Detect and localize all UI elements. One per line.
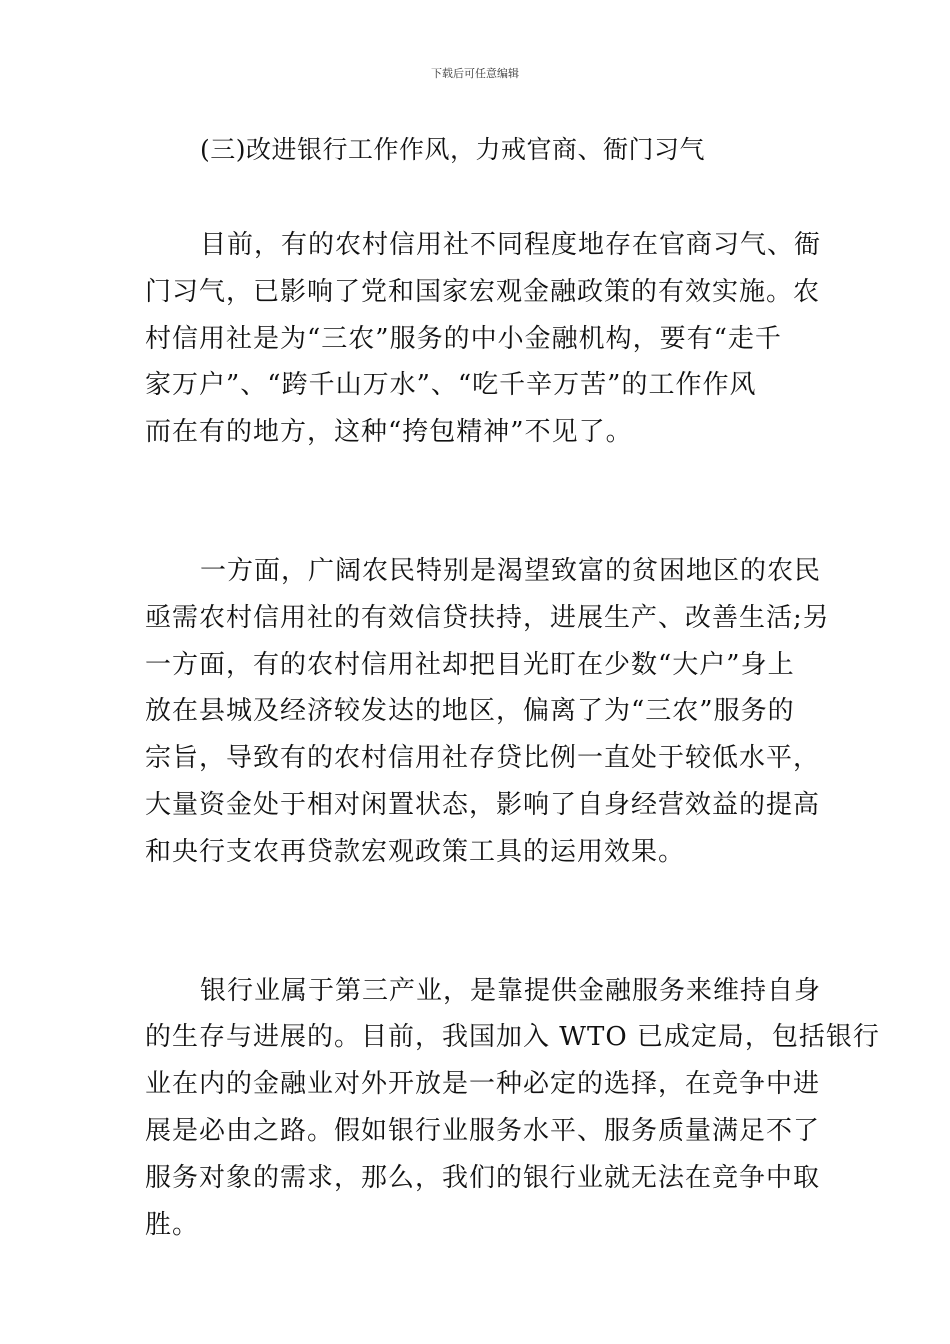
paragraph-line: 银行业属于第三产业，是靠提供金融服务来维持自身 (200, 975, 822, 1006)
paragraph-line: 门习气，已影响了党和国家宏观金融政策的有效实施。农 (145, 276, 821, 307)
paragraph-2 (145, 548, 830, 876)
paragraph-line: 胜。 (145, 1209, 200, 1240)
paragraph-line: 而在有的地方，这种“挎包精神”不见了。 (145, 417, 633, 448)
paragraph-line: 放在县城及经济较发达的地区，偏离了为“三农”服务的 (145, 696, 795, 727)
paragraph-line: 的生存与进展的。目前，我国加入 WTO 已成定局，包括银行 (145, 1022, 880, 1053)
paragraph-line: 村信用社是为“三农”服务的中小金融机构，要有“走千 (145, 323, 782, 354)
paragraph-line: 目前，有的农村信用社不同程度地存在官商习气、衙 (200, 230, 822, 260)
paragraph-line: 家万户”、“跨千山万水”、“吃千辛万苦”的工作作风 (145, 370, 757, 401)
paragraph-line: 和央行支农再贷款宏观政策工具的运用效果。 (145, 836, 686, 867)
paragraph-line: 一方面，广阔农民特别是渴望致富的贫困地区的农民 (200, 555, 822, 586)
document-body (145, 128, 880, 1248)
paragraph-line: 亟需农村信用社的有效信贷扶持，进展生产、改善生活;另 (145, 602, 830, 633)
header-note: 下载后可任意编辑 (431, 67, 519, 80)
paragraph-line: 一方面，有的农村信用社却把目光盯在少数“大户”身上 (145, 649, 795, 680)
paragraph-line: 宗旨，导致有的农村信用社存贷比例一直处于较低水平， (145, 743, 821, 774)
paragraph-line: 服务对象的需求，那么，我们的银行业就无法在竞争中取 (145, 1162, 821, 1193)
paragraph-line: 大量资金处于相对闲置状态，影响了自身经营效益的提高 (145, 789, 821, 820)
paragraph-line: 展是必由之路。假如银行业服务水平、服务质量满足不了 (145, 1115, 821, 1146)
section-heading: (三)改进银行工作作风，力戒官商、衙门习气 (200, 135, 706, 164)
paragraph-line: 业在内的金融业对外开放是一种必定的选择，在竞争中进 (145, 1069, 821, 1100)
paragraph-1 (145, 222, 822, 456)
paragraph-3 (145, 968, 880, 1249)
